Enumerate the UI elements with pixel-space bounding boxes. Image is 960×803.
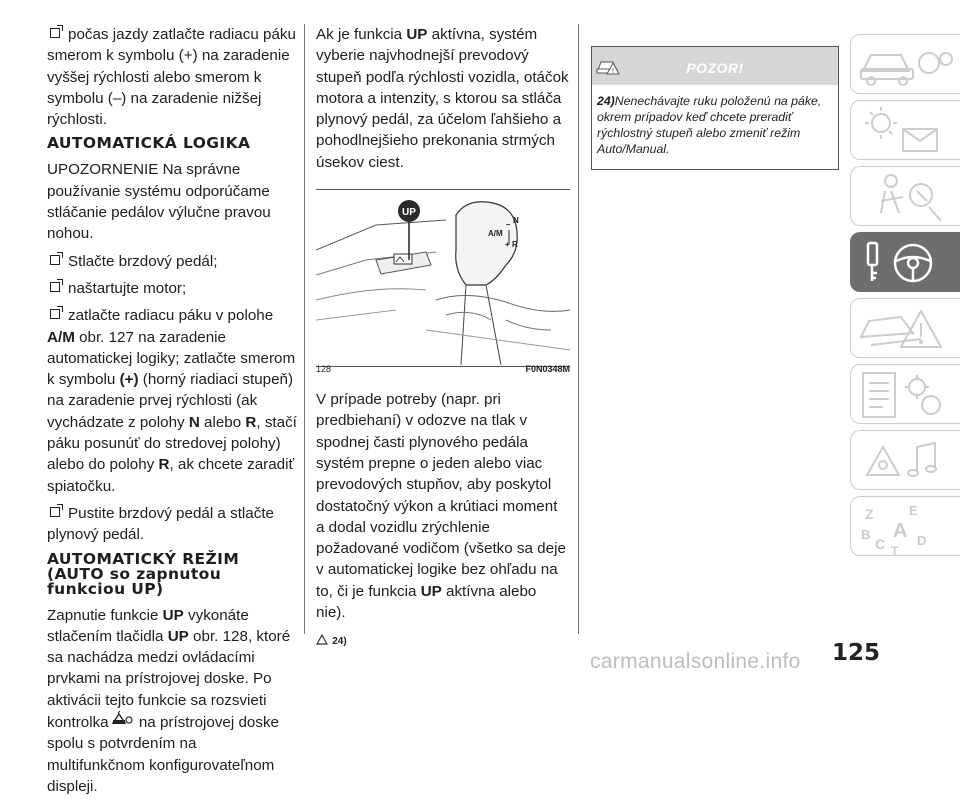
bullet-icon	[50, 28, 60, 38]
steering-wheel-key-icon	[851, 233, 960, 292]
svg-text:A: A	[893, 520, 908, 542]
index-icon	[851, 497, 960, 556]
bullet-item: naštartujte motor;	[47, 278, 297, 299]
tab-starting-driving[interactable]	[850, 232, 960, 292]
svg-text:B: B	[861, 527, 871, 542]
column-divider	[578, 24, 579, 634]
multimedia-icon	[851, 431, 960, 490]
footnote-ref: 24)	[316, 629, 570, 652]
warning-title: POZOR!	[686, 60, 744, 76]
breakdown-icon	[851, 299, 960, 358]
paragraph-up-active: Ak je funkcia UP aktívna, systém vyberie najvhodnejší prevodový stupeň podľa rýchlosti vozidla, otáčok motora a intenzity, s ktorou sa stláča plynový pedál, za účelom ľahšieho a pohodlnejšieho prekonania strmých úsekov ciest.	[316, 26, 569, 171]
heading-automatic-logic: AUTOMATICKÁ LOGIKA	[47, 134, 251, 153]
bullet-icon	[50, 507, 60, 517]
svg-text:!: !	[612, 68, 614, 75]
paragraph-warning: UPOZORNENIE Na správne používanie systému odporúčame stláčanie pedálov výlučne pravou nohou.	[47, 161, 271, 243]
tab-safety[interactable]	[850, 166, 960, 226]
car-dashboard-icon	[851, 35, 960, 94]
figure-label-up: UP	[402, 207, 416, 219]
figure-label-minus: –	[506, 220, 511, 230]
figure-gear-lever	[316, 189, 570, 374]
column-divider	[304, 24, 305, 634]
tab-warning-lights[interactable]	[850, 100, 960, 160]
svg-text:Z: Z	[865, 506, 874, 522]
figure-label-am: A/M	[488, 229, 503, 239]
right-column	[591, 24, 839, 170]
warning-text: 24)Nenechávajte ruku položenú na páke, okrem prípadov keď chcete preradiť rýchlostný stupeň alebo zmeniť režim Auto/Manual.	[597, 94, 822, 156]
warning-triangle-icon	[316, 634, 328, 645]
svg-text:T: T	[891, 544, 899, 556]
paragraph-shift-instructions: počas jazdy zatlačte radiacu páku smerom k symbolu (+) na zaradenie vyššej rýchlosti alebo smerom k symbolu (–) na zaradenie nižšej rýchlosti.	[47, 26, 296, 129]
figure-code: F0N0348M	[525, 363, 570, 374]
bullet-item: zatlačte radiacu páku v polohe A/M obr. 127 na zaradenie automatickej logiky; zatlačte smerom k symbolu (+) (horný riadiaci stupeň) na zaradenie prvej rýchlosti (ak vychádzate z polohy N alebo R, stačí páku posunúť do stredovej polohy) alebo do polohy R, ak chcete zaradiť spiatočku.	[47, 307, 297, 495]
tab-dashboard[interactable]	[850, 34, 960, 94]
figure-label-n: N	[513, 216, 519, 226]
heading-automatic-mode: AUTOMATICKÝ REŽIM (AUTO so zapnutou funkciou UP)	[47, 549, 240, 598]
warning-box	[591, 46, 839, 170]
gear-lever-illustration	[316, 190, 570, 366]
paragraph-up-function: Zapnutie funkcie UP vykonáte stlačením tlačidla UP obr. 128, ktoré sa nachádza medzi ovládacími prvkami na prístrojovej doske. Po aktivácii tejto funkcie sa rozsvieti kontrolka na prístrojovej doske spolu s potvrdením na multifunkčnom konfigurovateľnom displeji.	[47, 606, 291, 795]
left-column	[47, 24, 297, 803]
warning-lights-icon	[851, 101, 960, 160]
maintenance-icon	[851, 365, 960, 424]
up-indicator-icon	[111, 711, 133, 725]
warning-header	[592, 47, 838, 85]
paragraph-kickdown: V prípade potreby (napr. pri predbiehaní) v odozve na tlak v spodnej časti plynového pedála systém prepne o jeden alebo viac prevodových stupňov, aby poskytol dostatočný výkon a krútiaci moment a dodal vozidlu zrýchlenie požadované vodičom (všetko sa deje v automatickej logike bez ohľadu na to, či je funkcia UP aktívna alebo nie).	[316, 391, 566, 622]
figure-caption	[316, 359, 570, 380]
tab-multimedia[interactable]	[850, 430, 960, 490]
figure-label-plus: +	[505, 240, 510, 250]
middle-column	[316, 24, 570, 653]
bullet-icon	[50, 309, 60, 319]
figure-number: 128	[316, 363, 332, 374]
figure-label-r: R	[512, 240, 518, 250]
svg-text:C: C	[875, 536, 886, 552]
tab-index[interactable]	[850, 496, 960, 556]
bullet-icon	[50, 282, 60, 292]
tab-emergency[interactable]	[850, 298, 960, 358]
safety-airbag-icon	[851, 167, 960, 226]
page-number: 125	[831, 640, 880, 666]
tab-maintenance[interactable]	[850, 364, 960, 424]
bullet-item: Pustite brzdový pedál a stlačte plynový pedál.	[47, 504, 274, 544]
bullet-item: Stlačte brzdový pedál;	[47, 251, 297, 272]
svg-text:D: D	[917, 533, 927, 548]
watermark: carmanualsonline.info	[590, 650, 801, 673]
svg-text:E: E	[909, 503, 918, 518]
bullet-icon	[50, 255, 60, 265]
